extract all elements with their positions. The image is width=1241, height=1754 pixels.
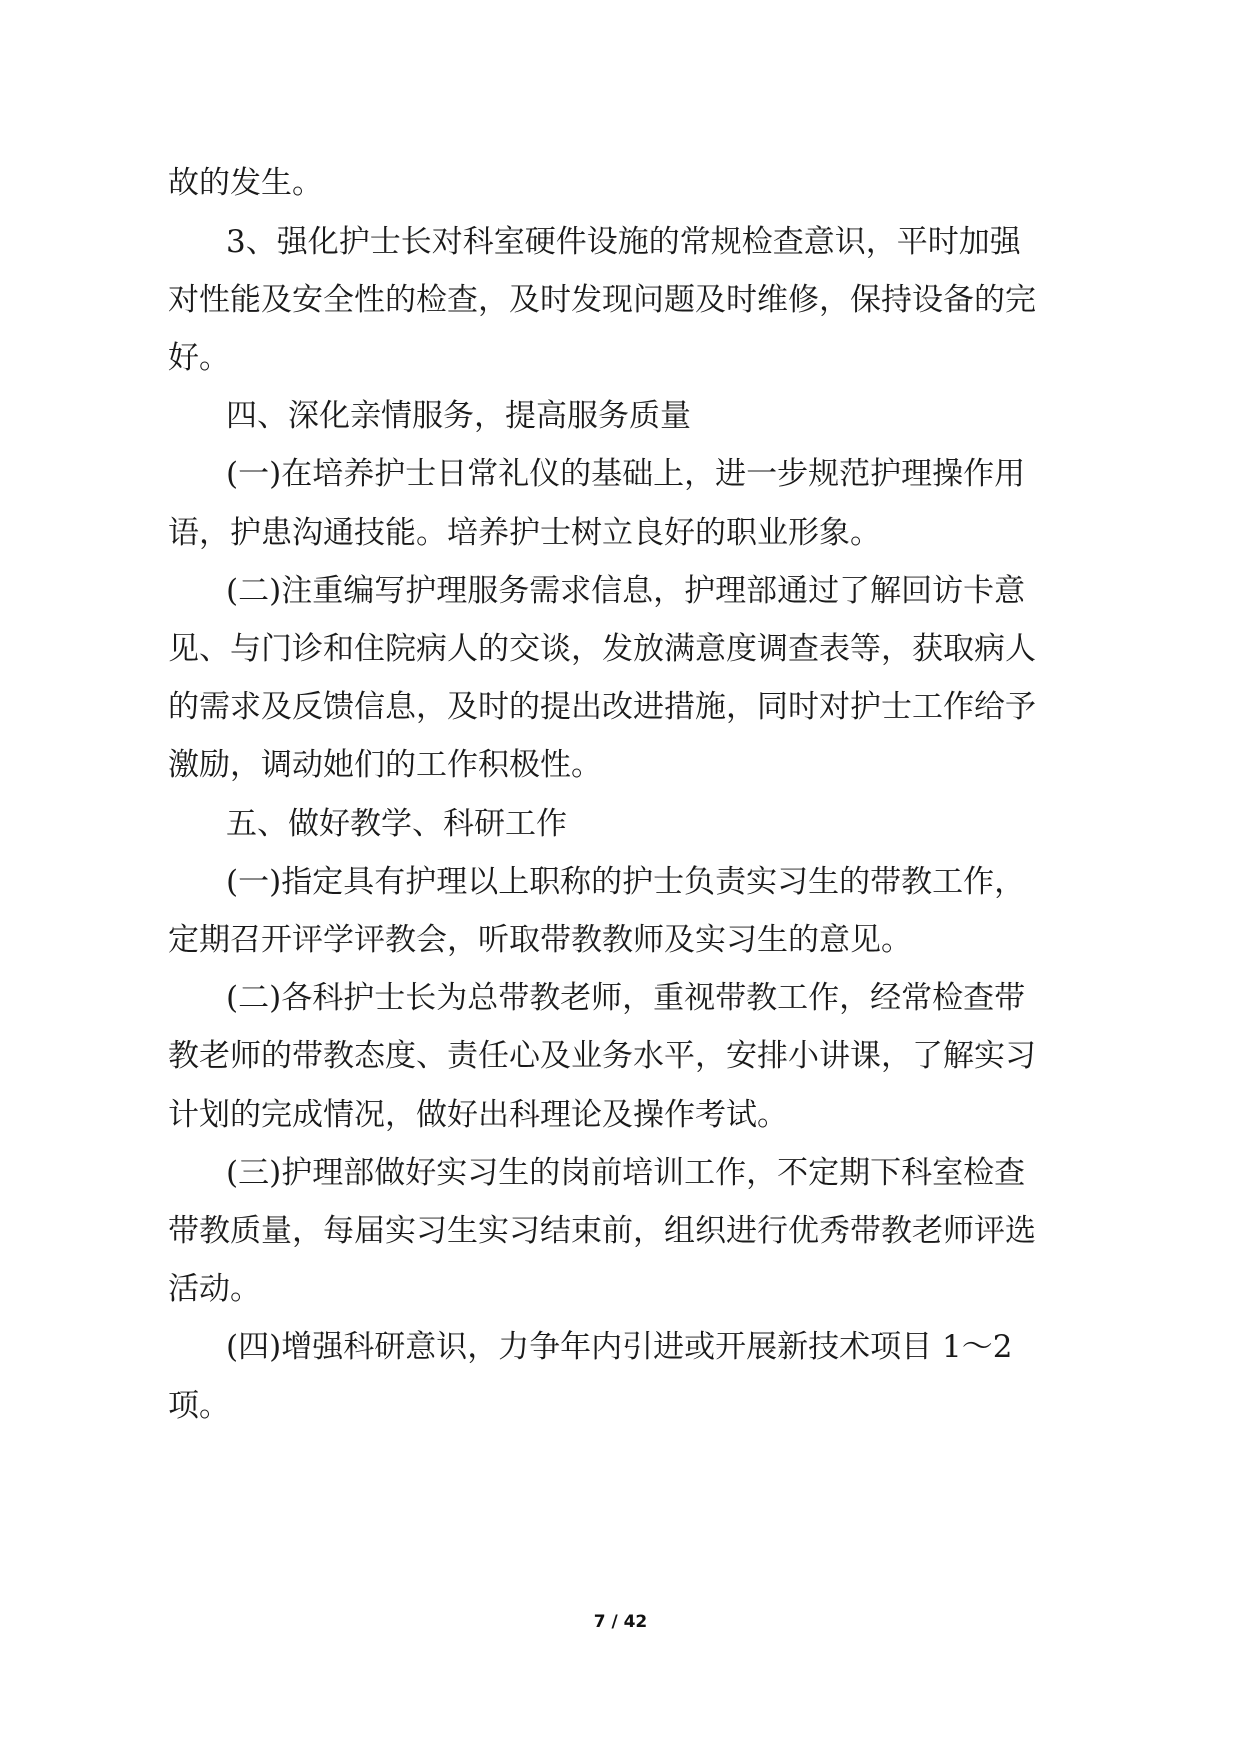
line-text: 语，护患沟通技能。培养护士树立良好的职业形象。 <box>168 515 881 551</box>
line-text: 激励，调动她们的工作积极性。 <box>168 747 602 783</box>
line-text: 教老师的带教态度、责任心及业务水平，安排小讲课，了解实习 <box>168 1038 1036 1074</box>
line-text: 计划的完成情况，做好出科理论及操作考试。 <box>168 1097 788 1133</box>
line-text: (三)护理部做好实习生的岗前培训工作，不定期下科室检查 <box>226 1155 1026 1191</box>
line-text: 好。 <box>168 340 230 376</box>
line-text: 活动。 <box>168 1271 261 1307</box>
line-text: (二)注重编写护理服务需求信息，护理部通过了解回访卡意 <box>226 573 1026 609</box>
line-text: (一)在培养护士日常礼仪的基础上，进一步规范护理操作用 <box>226 456 1026 492</box>
line-text: 故的发生。 <box>168 165 323 201</box>
line-text: (二)各科护士长为总带教老师，重视带教工作，经常检查带 <box>226 980 1026 1016</box>
line-text: 3、强化护士长对科室硬件设施的常规检查意识，平时加强 <box>226 224 1021 260</box>
line-text: 项。 <box>168 1388 230 1424</box>
line-text: 五、做好教学、科研工作 <box>226 806 567 842</box>
line-text: (四)增强科研意识，力争年内引进或开展新技术项目 1～2 <box>226 1329 1013 1365</box>
line-text: 对性能及安全性的检查，及时发现问题及时维修，保持设备的完 <box>168 282 1036 318</box>
line-text: (一)指定具有护理以上职称的护士负责实习生的带教工作， <box>226 864 1026 900</box>
line-text: 带教质量，每届实习生实习结束前，组织进行优秀带教老师评选 <box>168 1213 1036 1249</box>
page-number: 7 / 42 <box>593 1612 648 1632</box>
line-text: 四、深化亲情服务，提高服务质量 <box>226 398 691 434</box>
line-text: 的需求及反馈信息，及时的提出改进措施，同时对护士工作给予 <box>168 689 1036 725</box>
line-text: 见、与门诊和住院病人的交谈，发放满意度调查表等，获取病人 <box>168 631 1036 667</box>
line-text: 定期召开评学评教会，听取带教教师及实习生的意见。 <box>168 922 912 958</box>
